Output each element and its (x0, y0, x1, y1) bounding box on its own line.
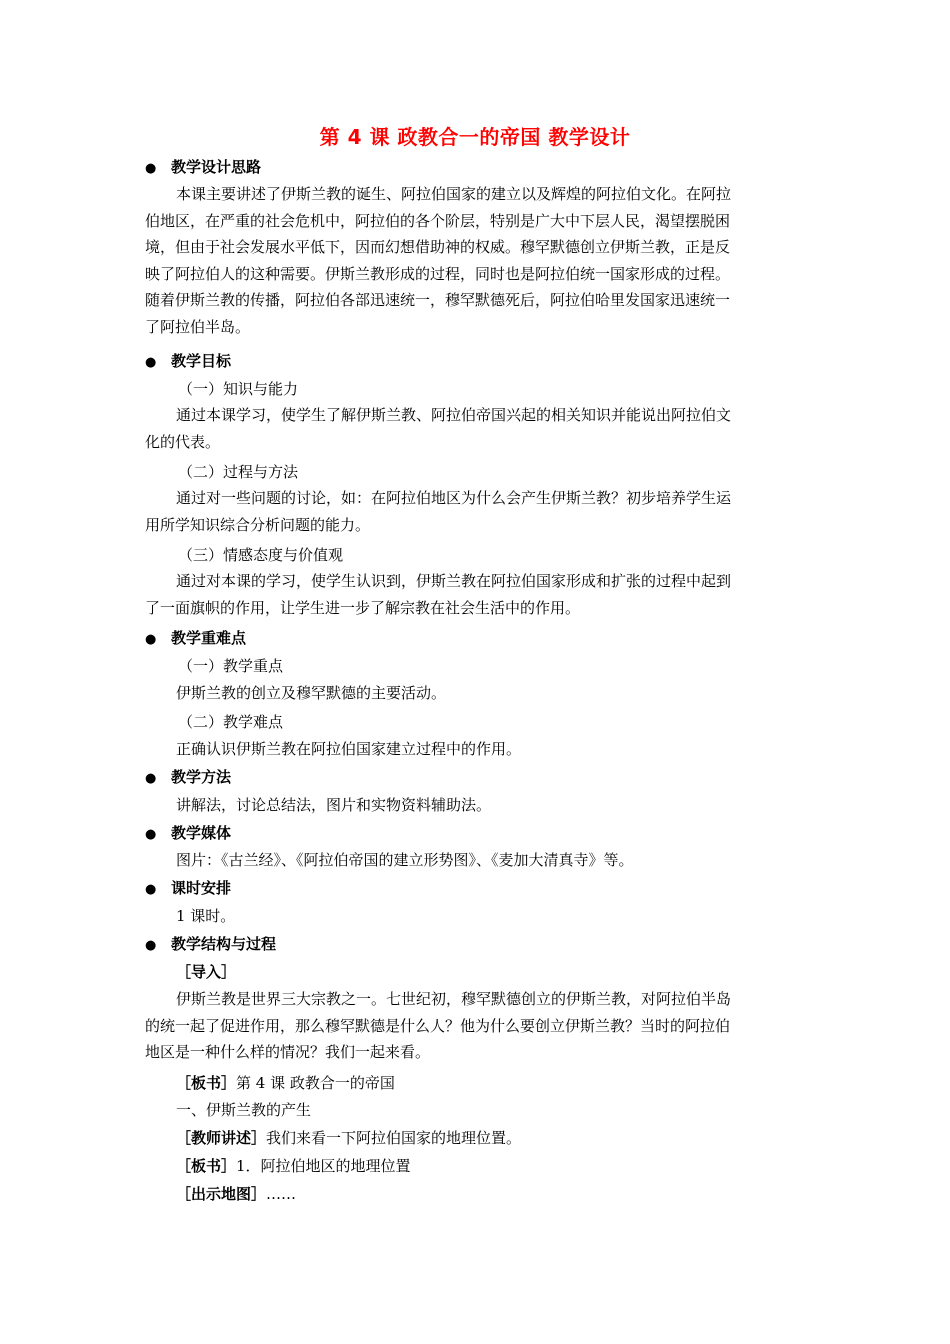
section-heading-schedule: ● 课时安排 (145, 878, 231, 900)
subsection-title: 一、伊斯兰教的产生 (176, 1101, 312, 1119)
bullet-icon: ● (145, 632, 157, 647)
bullet-icon: ● (145, 827, 157, 842)
text-schedule: 1 课时。 (176, 907, 236, 925)
bullet-icon: ● (145, 355, 157, 370)
bullet-icon: ● (145, 882, 157, 897)
paragraph-line: 伊斯兰教是世界三大宗教之一。七世纪初，穆罕默德创立的伊斯兰教，对阿拉伯半岛 (176, 990, 732, 1008)
map-note (176, 1184, 296, 1204)
board-note-2 (176, 1156, 411, 1176)
paragraph-line: 随着伊斯兰教的传播，阿拉伯各部迅速统一，穆罕默德死后，阿拉伯哈里发国家迅速统一 (145, 291, 731, 309)
section-heading-process: ● 教学结构与过程 (145, 934, 276, 956)
board-note-1 (176, 1073, 395, 1093)
text-media: 图片：《古兰经》、《阿拉伯帝国的建立形势图》、《麦加大清真寺》等。 (176, 851, 634, 869)
subheading-process: （二）过程与方法 (178, 463, 299, 481)
teacher-note (176, 1128, 521, 1148)
section-heading-media: ● 教学媒体 (145, 823, 231, 845)
paragraph-line: 了一面旗帜的作用，让学生进一步了解宗教在社会生活中的作用。 (145, 598, 581, 617)
subheading-knowledge: （一）知识与能力 (178, 380, 299, 398)
section-heading-methods: ● 教学方法 (145, 767, 231, 789)
board-text: 1．阿拉伯地区的地理位置 (236, 1157, 411, 1175)
section-heading-key-points: ● 教学重难点 (145, 628, 246, 650)
section-heading-goals: ● 教学目标 (145, 351, 231, 373)
paragraph-attitude (145, 568, 807, 621)
paragraph-line: 境，但由于社会发展水平低下，因而幻想借助神的权威。穆罕默德创立伊斯兰教，正是反 (145, 238, 731, 256)
label-map: ［出示地图］ (176, 1185, 267, 1203)
section-heading-design-idea: ● 教学设计思路 (145, 157, 261, 179)
text-methods: 讲解法，讨论总结法，图片和实物资料辅助法。 (176, 796, 492, 814)
text-key-point: 伊斯兰教的创立及穆罕默德的主要活动。 (176, 684, 447, 702)
subheading-attitude: （三）情感态度与价值观 (178, 546, 344, 564)
paragraph-line: 的统一起了促进作用，那么穆罕默德是什么人？他为什么要创立伊斯兰教？当时的阿拉伯 (145, 1016, 731, 1035)
paragraph-knowledge (145, 402, 807, 455)
paragraph-design-idea (145, 181, 807, 340)
subheading-key-point: （一）教学重点 (178, 657, 284, 675)
page-title: 第 4 课 政教合一的帝国 教学设计 (319, 125, 631, 149)
paragraph-process (145, 485, 807, 538)
paragraph-line: 用所学知识综合分析问题的能力。 (145, 515, 371, 534)
paragraph-line: 通过对一些问题的讨论，如：在阿拉伯地区为什么会产生伊斯兰教？初步培养学生运 (176, 489, 732, 507)
paragraph-line: 通过对本课的学习，使学生认识到，伊斯兰教在阿拉伯国家形成和扩张的过程中起到 (176, 572, 732, 590)
subheading-difficulty: （二）教学难点 (178, 713, 284, 731)
paragraph-line: 映了阿拉伯人的这种需要。伊斯兰教形成的过程，同时也是阿拉伯统一国家形成的过程。 (145, 264, 731, 283)
paragraph-line: 本课主要讲述了伊斯兰教的诞生、阿拉伯国家的建立以及辉煌的阿拉伯文化。在阿拉 (176, 185, 732, 203)
paragraph-line: 化的代表。 (145, 432, 221, 451)
paragraph-line: 了阿拉伯半岛。 (145, 317, 251, 336)
text-difficulty: 正确认识伊斯兰教在阿拉伯国家建立过程中的作用。 (176, 740, 522, 758)
bullet-icon: ● (145, 938, 157, 953)
paragraph-intro (145, 986, 807, 1066)
bullet-icon: ● (145, 161, 157, 176)
bullet-icon: ● (145, 771, 157, 786)
paragraph-line: 地区是一种什么样的情况？我们一起来看。 (145, 1043, 431, 1061)
board-text: 第 4 课 政教合一的帝国 (236, 1074, 395, 1092)
label-intro: ［导入］ (176, 963, 237, 981)
teacher-text: 我们来看一下阿拉伯国家的地理位置。 (266, 1129, 522, 1147)
paragraph-line: 通过本课学习，使学生了解伊斯兰教、阿拉伯帝国兴起的相关知识并能说出阿拉伯文 (176, 406, 732, 424)
label-teacher: ［教师讲述］ (176, 1129, 267, 1147)
paragraph-line: 伯地区，在严重的社会危机中，阿拉伯的各个阶层，特别是广大中下层人民，渴望摆脱困 (145, 211, 731, 230)
map-text: …… (266, 1185, 297, 1203)
label-board: ［板书］ (176, 1157, 237, 1175)
label-board: ［板书］ (176, 1074, 237, 1092)
